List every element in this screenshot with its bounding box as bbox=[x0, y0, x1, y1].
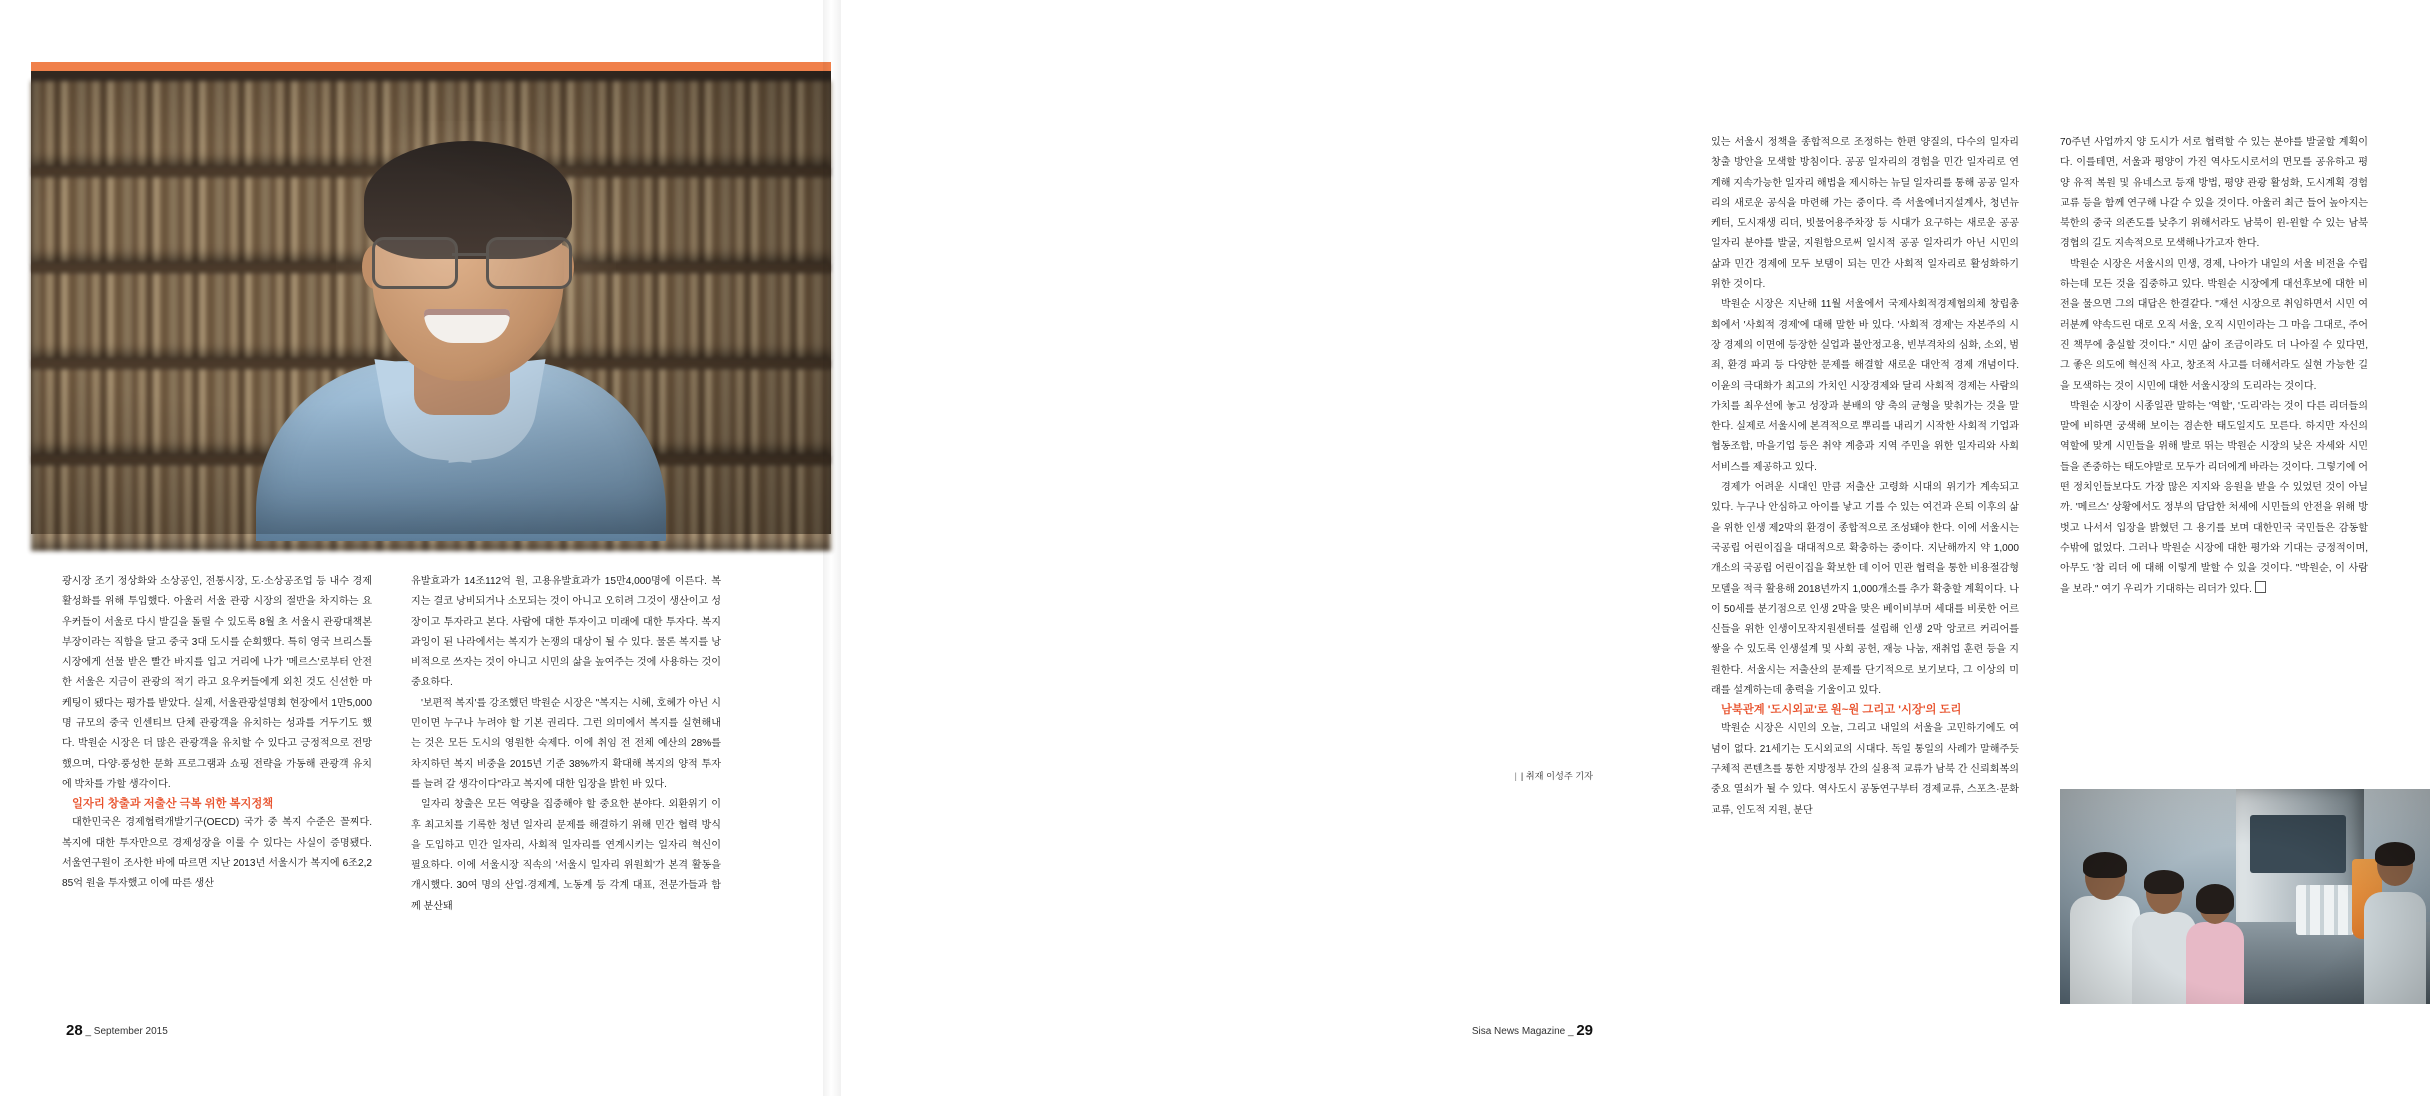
page-gutter bbox=[823, 0, 841, 1096]
body-column-3 bbox=[1711, 133, 2020, 816]
section-heading-welfare: 일자리 창출과 저출산 극복 위한 복지정책 bbox=[72, 798, 274, 811]
paragraph: 광시장 조기 정상화와 소상공인, 전통시장, 도·소상공조업 등 내수 경제 활성화를 위해 투입했다. 아울러 서울 관광 시장의 절반을 차지하는 요우커들이 서울로 다시 발길을 돌릴 수 있도록 8월 초 서울시 관광대책본부장이라는 직함을 달고 중국 3대 도시를 순회했다. 특히 영국 브리스톨 시장에게 선물 받은 빨간 바지를 입고 거리에 나가 '메르스'로부터 안전한 서울은 지금이 관광의 적기 라고 요우커들에게 외친 것도 신선한 마케팅이 됐다는 평가를 받았다. 실제, 서울관광설명회 현장에서 1만5,000명 규모의 중국 인센티브 단체 관광객을 유치하는 성과를 거두기도 했다. 박원순 시장은 더 많은 관광객을 유치할 수 있다고 긍정적으로 전망했으며, 다양·풍성한 문화 프로그램과 쇼핑 전략을 가동해 관광객 유치에 박차를 가할 생각이다. bbox=[62, 576, 372, 790]
paragraph bbox=[2060, 397, 2368, 600]
paragraph: 유발효과가 14조112억 원, 고용유발효과가 15만4,000명에 이른다. 복지는 결코 낭비되거나 소모되는 것이 아니고 오히려 그것이 생산이고 성장이고 투자라고 본다. 사람에 대한 투자이고 미래에 대한 투자다. 복지 과잉이 된 나라에서는 복지가 논쟁의 대상이 될 수 있다. 물론 복지를 낭비적으로 쓰자는 것이 아니고 시민의 삶을 높여주는 것에 사용하는 것이 중요하다. bbox=[411, 576, 721, 689]
body-column-4 bbox=[2060, 133, 2368, 761]
right-page bbox=[831, 0, 2369, 1096]
paragraph: '보편적 복지'를 강조했던 박원순 시장은 "복지는 시혜, 호혜가 아닌 시민이면 누구나 누려야 할 기본 권리다. 그런 의미에서 복지를 실현해내는 것은 모든 도시의 영원한 숙제다. 이에 취임 전 전체 예산의 28%를 차지하던 복지 비중을 2015년 기준 38%까지 확대해 복지의 양적 투자를 늘려 갈 생각이다"라고 복지에 대한 입장을 밝힌 바 있다. bbox=[411, 697, 721, 790]
credit-text: | 취재 이성주 기자 bbox=[1520, 771, 1593, 781]
folio-right bbox=[1472, 1022, 1593, 1039]
page-number-left: 28 bbox=[66, 1022, 83, 1039]
photo-vignette bbox=[31, 71, 831, 534]
paragraph: 대한민국은 경제협력개발기구(OECD) 국가 중 복지 수준은 꼴찌다. 복지에 대한 투자만으로 경제성장을 이룰 수 있다는 사실이 증명됐다. 서울연구원이 조사한 바에 따르면 지난 2013년 서울시가 복지에 6조2,285억 원을 투자했고 이에 따른 생산 bbox=[62, 817, 372, 890]
cafe-service-photo bbox=[2060, 789, 2430, 1004]
folio-left bbox=[66, 1022, 168, 1039]
paragraph: 경제가 어려운 시대인 만큼 저출산 고령화 시대의 위기가 계속되고 있다. 누구나 안심하고 아이를 낳고 기를 수 있는 여건과 은퇴 이후의 삶을 위한 인생 제2막의 환경이 종합적으로 조성돼야 한다. 이에 서울시는 국공립 어린이집을 대대적으로 확충하는 중이다. 지난해까지 약 1,000개소의 국공립 어린이집을 확보한 데 이어 민관 협력을 통한 비용절감형 모델을 적극 활용해 2018년까지 1,000개소를 추가 확충할 계획이다. 나이 50세를 분기점으로 인생 2막을 맞은 베이비부머 세대를 비롯한 어르신들을 위한 인생이모작지원센터를 설립해 인생 2막 앙코르 커리어를 쌓을 수 있도록 인생설계 및 사회 공헌, 재능 나눔, 재취업 훈련 등을 지원한다. 서울시는 저출산의 문제를 단기적으로 보기보다, 그 이상의 미래를 설계하는데 총력을 기울이고 있다. bbox=[1711, 482, 2020, 697]
paragraph: 있는 서울시 정책을 종합적으로 조정하는 한편 양질의, 다수의 일자리 창출 방안을 모색할 방침이다. 공공 일자리의 경험을 민간 일자리로 연계해 지속가능한 일자리 해법을 제시하는 뉴딜 일자리를 통해 공공 일자리의 새로운 공식을 마련해 가는 중이다. 즉 서울에너지설계사, 청년뉴케터, 도시재생 리더, 빗물어용주차장 등 시대가 요구하는 새로운 공공 일자리 분야를 발굴, 지원함으로써 일시적 공공 일자리가 아닌 시민의 삶과 민간 경제에 모두 보탬이 되는 민간 사회적 일자리로 활성화하기 위한 것이다. bbox=[1711, 137, 2020, 291]
accent-rule bbox=[31, 62, 831, 71]
interview-portrait-photo bbox=[31, 71, 831, 534]
credit-rule: | bbox=[1514, 771, 1517, 781]
photo-vignette bbox=[2060, 789, 2430, 1004]
paragraph: 박원순 시장은 서울시의 민생, 경제, 나아가 내일의 서울 비전을 수립하는데 모든 것을 집중하고 있다. 박원순 시장에게 대선후보에 대한 비전을 물으면 그의 대답은 한결같다. "재선 시장으로 취임하면서 시민 여러분께 약속드린 대로 오직 서울, 오직 시민이라는 그 마음 그대로, 주어진 책무에 충실할 것이다." 시민 삶이 조금이라도 더 나아질 수 있다면, 그 좋은 의도에 혁신적 사고, 창조적 사고를 더해서라도 실현 가능한 길을 모색하는 것이 시민에 대한 서울시장의 도리라는 것이다. bbox=[2060, 258, 2368, 392]
paragraph: 일자리 창출은 모든 역량을 집중해야 할 중요한 분야다. 외환위기 이후 최고치를 기록한 청년 일자리 문제를 해결하기 위해 민간 협력 방식을 도입하고 민간 일자리, 사회적 일자리를 연계시키는 일자리 혁신이 필요하다. 이에 서울시장 직속의 '서울시 일자리 위원회'가 본격 활동을 개시했다. 30여 명의 산업·경제계, 노동계 등 각계 대표, 전문가들과 함께 분산돼 bbox=[411, 799, 721, 912]
body-column-1 bbox=[62, 572, 372, 950]
magazine-name: Sisa News Magazine _ bbox=[1471, 1026, 1574, 1037]
page-number-right: 29 bbox=[1576, 1022, 1593, 1039]
paragraph: 박원순 시장은 지난해 11월 서울에서 국제사회적경제협의체 창립총회에서 '사회적 경제'에 대해 말한 바 있다. '사회적 경제'는 자본주의 시장 경제의 이면에 등장한 실업과 불안정고용, 빈부격차의 심화, 소외, 범죄, 환경 파괴 등 다양한 문제를 해결할 새로운 대안적 경제 개념이다. 이윤의 극대화가 최고의 가치인 시장경제와 달리 사회적 경제는 사람의 가치를 최우선에 놓고 성장과 분배의 양 축의 균형을 맞춰가는 것을 말한다. 실제로 서울시에 본격적으로 뿌리를 내리기 시작한 사회적 기업과 협동조합, 마을기업 등은 취약 계층과 지역 주민을 위한 일자리와 사회서비스를 제공하고 있다. bbox=[1711, 299, 2020, 473]
paragraph-text: 박원순 시장이 시종일관 말하는 '역할', '도리'라는 것이 다른 리더들의 말에 비하면 궁색해 보이는 겸손한 태도일지도 모른다. 하지만 자신의 역할에 맞게 시민들을 위해 발로 뛰는 박원순 시장의 낮은 자세와 시민들을 존중하는 태도야말로 모두가 리더에게 바라는 것이다. 그렇기에 어떤 정치인들보다도 가장 많은 지지와 응원을 받을 수 있었던 것이 아닐까. '메르스' 상황에서도 정부의 답답한 처세에 시민들의 안전을 위해 방 벗고 나서서 입장을 밝혔던 그 용기를 보며 대한민국 국민들은 감동할 수밖에 없었다. 그러나 박원순 시장에 대한 평가와 기대는 긍정적이며, 아무도 '참 리더 에 대해 이렇게 발할 수 있을 것이다. "박원순, 이 사람을 보라." 여기 우리가 기대하는 리더가 있다. bbox=[2060, 400, 2369, 595]
body-column-2 bbox=[411, 572, 721, 950]
article-credit bbox=[1514, 768, 1593, 782]
end-mark-icon bbox=[2255, 581, 2266, 593]
paragraph: 70주년 사업까지 양 도시가 서로 협력할 수 있는 분야를 발굴할 계획이다. 이를테면, 서울과 평양이 가진 역사도시로서의 면모를 공유하고 평양 유적 복원 및 유네스코 등재 방법, 평양 관광 활성화, 도시계획 경험 교류 등을 함께 연구해 나갈 수 있을 것이다. 아울러 최근 들어 높아지는 북한의 중국 의존도를 낮추기 위해서라도 남북이 윈-윈할 수 있는 남북경협의 길도 지속적으로 모색해나가고자 한다. bbox=[2060, 137, 2368, 250]
left-page bbox=[0, 0, 831, 1096]
issue-date: _ September 2015 bbox=[85, 1026, 168, 1037]
paragraph: 박원순 시장은 시민의 오늘, 그리고 내일의 서울을 고민하기에도 여념이 없다. 21세기는 도시외교의 시대다. 독일 통일의 사례가 말해주듯 구체적 콘텐츠를 통한 지방정부 간의 실용적 교류가 남북 간 신뢰회복의 중요 열쇠가 될 수 있다. 역사도시 공동연구부터 경제교류, 스포츠·문화교류, 인도적 지원, 분단 bbox=[1711, 723, 2020, 816]
section-heading-inter-korean: 남북관계 '도시외교'로 원~원 그리고 '시장'의 도리 bbox=[1721, 704, 1962, 717]
